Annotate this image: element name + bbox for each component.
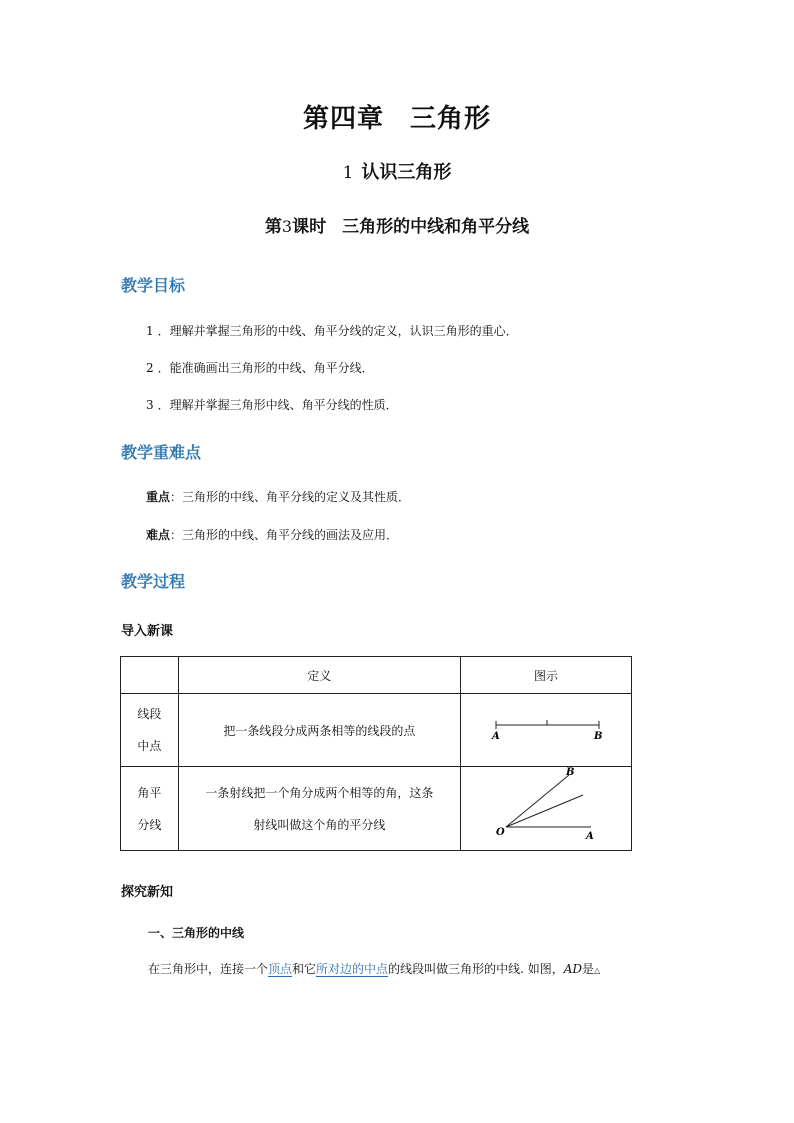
lesson-suffix: 课时: [292, 217, 327, 237]
objective-text: ．理解并掌握三角形的中线、角平分线的定义，认识三角形的重心．: [157, 324, 518, 338]
lesson-number: 3: [281, 217, 293, 236]
intro-heading: 导入新课: [121, 624, 174, 639]
objectives-heading: 教学目标: [121, 276, 186, 295]
median-heading: 一、三角形的中线: [148, 926, 245, 940]
vertex-link[interactable]: 顶点: [268, 962, 293, 976]
objective-number: 3: [146, 398, 154, 412]
row-name-line: 线段: [137, 707, 162, 721]
row-name-bisector: [121, 767, 179, 851]
row-name-line: 角平: [137, 785, 162, 800]
explore-heading: 探究新知: [121, 885, 174, 900]
bisector-ray: [506, 795, 583, 827]
chapter-title: [0, 98, 794, 135]
label-b: B: [593, 730, 603, 742]
chapter-name: 三角形: [410, 104, 492, 134]
bisector-definition: [178, 767, 460, 851]
row-name-line: 中点: [137, 739, 162, 753]
angle-figure: [461, 767, 631, 847]
label-a: A: [491, 730, 500, 742]
difficulty-line: [146, 526, 398, 543]
objective-text: ．能准确画出三角形的中线、角平分线．: [157, 361, 374, 375]
table-header-definition: 定义: [178, 657, 460, 694]
opposite-midpoint-link[interactable]: 所对边的中点: [316, 962, 389, 976]
median-text: 在三角形中，连接一个: [148, 962, 269, 976]
row-name-midpoint: [121, 694, 179, 767]
ray-ob: [506, 775, 569, 827]
section-name: 认识三角形: [361, 162, 452, 183]
lesson-prefix: 第: [264, 217, 282, 237]
objective-text: ．理解并掌握三角形中线、角平分线的性质．: [157, 398, 398, 412]
section-number: 1: [342, 163, 354, 183]
median-text: 是: [582, 962, 595, 976]
median-text: 和它: [292, 962, 317, 976]
segment-figure: [461, 699, 631, 759]
section-title: [0, 158, 794, 184]
difficulty-text: ：三角形的中线、角平分线的画法及应用．: [170, 528, 399, 542]
objective-item-2: [146, 359, 374, 376]
midpoint-figure-cell: [460, 694, 631, 767]
row-name-line: 分线: [137, 817, 162, 832]
chapter-number: 第四章: [302, 104, 384, 134]
lesson-title: [0, 212, 794, 237]
bisector-definition-line: 射线叫做这个角的平分线: [253, 817, 386, 832]
bisector-figure-cell: [460, 767, 631, 851]
focus-text: ：三角形的中线、角平分线的定义及其性质．: [170, 490, 411, 504]
table-header-figure: 图示: [460, 657, 631, 694]
median-variable: AD: [563, 962, 582, 976]
objective-item-3: [146, 396, 398, 413]
label-a: A: [585, 831, 594, 842]
objective-item-1: [146, 322, 518, 339]
label-b: B: [565, 767, 575, 778]
table-row-midpoint: [121, 694, 632, 767]
objective-number: 1: [146, 324, 154, 338]
table-header-row: [121, 657, 632, 694]
key-points-heading: 教学重难点: [121, 443, 202, 462]
label-o: O: [495, 827, 505, 838]
bisector-definition-line: 一条射线把一个角分成两个相等的角，这条: [205, 785, 434, 800]
median-text: 的线段叫做三角形的中线. 如图，: [388, 962, 564, 976]
table-corner-cell: [121, 657, 179, 694]
table-row-bisector: [121, 767, 632, 851]
objective-number: 2: [146, 361, 154, 375]
median-definition: [148, 960, 600, 977]
difficulty-label: 难点: [146, 528, 171, 542]
process-heading: 教学过程: [121, 572, 186, 591]
focus-label: 重点: [146, 490, 171, 504]
lesson-name: 三角形的中线和角平分线: [342, 217, 530, 237]
midpoint-definition: 把一条线段分成两条相等的线段的点: [178, 694, 460, 767]
triangle-symbol: △: [594, 966, 601, 975]
focus-line: [146, 488, 410, 505]
concept-table: [120, 656, 632, 851]
